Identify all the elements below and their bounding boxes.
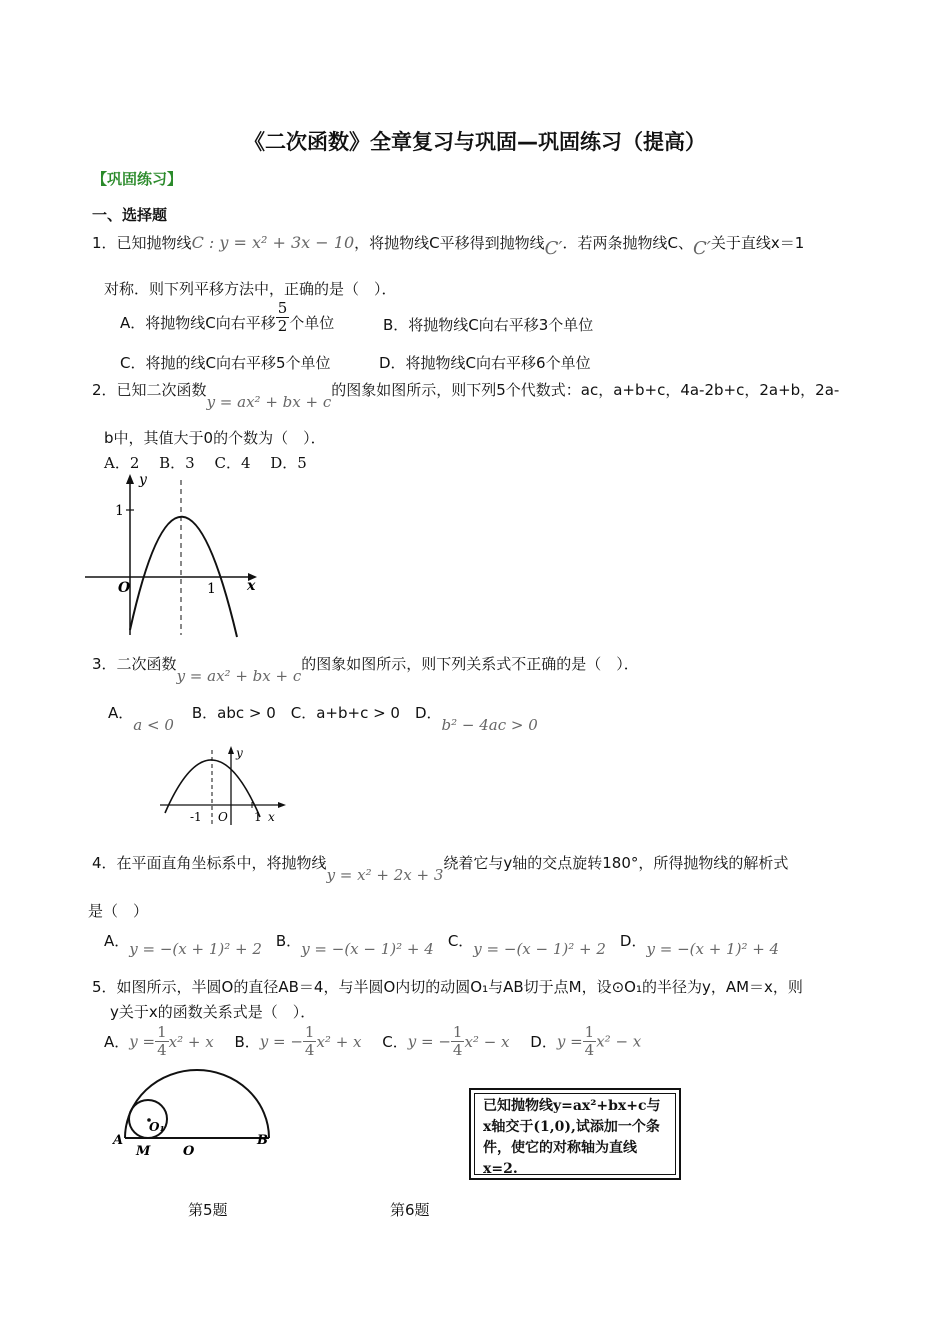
- question-2-line-1: 2．已知二次函数y = ax² + bx + c的图象如图所示，则下列5个代数式：ac，a+b+c，4a-2b+c，2a+b，2a-: [92, 381, 840, 411]
- origin-label: O: [218, 810, 228, 824]
- x-label: x: [247, 578, 256, 594]
- tick-label-x-one: 1: [207, 581, 216, 597]
- question-2-line-2: b中，其值大于0的个数为（ ）．: [104, 429, 326, 447]
- y-axis-arrow: [228, 746, 234, 754]
- question-5-figure: [105, 1068, 285, 1163]
- question-1-option-b: B．将抛物线C向右平移3个单位: [383, 316, 594, 334]
- question-4-line-1: 4．在平面直角坐标系中，将抛物线y = x² + 2x + 3绕着它与y轴的交点旋转180°，所得抛物线的解析式: [92, 854, 789, 884]
- question-3-line-1: 3．二次函数y = ax² + bx + c的图象如图所示，则下列关系式不正确的是（ ）．: [92, 655, 639, 685]
- question-3-options: A．a < 0B．abc > 0 C．a+b+c > 0 D．b² − 4ac > 0: [108, 704, 538, 734]
- label-o1: O₁: [149, 1120, 165, 1134]
- figure-5-caption: 第5题: [188, 1201, 228, 1219]
- question-2-options: A．2 B．3 C．4 D．5: [104, 454, 307, 472]
- question-4-line-2: 是（ ）: [88, 902, 149, 920]
- semicircle: [125, 1070, 269, 1138]
- question-6-text: 已知抛物线y=ax²+bx+c与x轴交于(1,0),试添加一个条件，使它的对称轴为直线x=2.: [474, 1093, 676, 1175]
- y-label: y: [236, 746, 243, 760]
- origin-label: O: [118, 580, 131, 596]
- question-6-box: [469, 1088, 681, 1180]
- tick-label-minus-one: -1: [190, 810, 202, 824]
- question-1-option-d: D．将抛物线C向右平移6个单位: [379, 354, 591, 372]
- page-title: 《二次函数》全章复习与巩固—巩固练习（提高）: [244, 130, 706, 154]
- question-5-line-1: 5．如图所示，半圆O的直径AB＝4，与半圆O内切的动圆O₁与AB切于点M，设⊙O₁的半径为y，AM＝x，则: [92, 978, 803, 996]
- tick-label-one: 1: [254, 810, 262, 824]
- question-2-graph: [85, 470, 265, 640]
- question-5-options: A．y = $\frac{1}{4}$ x² + x B．y = − $\frac{1}{4}$ x² + x C．y = − $\frac{1}{4}$ x² − x D．y = $\frac{1}{4}$ x² − x: [104, 1023, 642, 1059]
- label-m: M: [136, 1144, 151, 1159]
- y-axis-arrow: [126, 474, 134, 484]
- figure-6-caption: 第6题: [390, 1201, 430, 1219]
- label-o: O: [183, 1144, 195, 1159]
- tick-label-y-one: 1: [115, 503, 124, 519]
- y-label: y: [139, 472, 147, 488]
- question-1-line-2: 对称．则下列平移方法中，正确的是（ ）．: [104, 280, 397, 298]
- x-axis-arrow: [278, 802, 286, 808]
- question-1-option-a: A．将抛物线C向右平移 $\frac{5}{2}$ 个单位: [120, 299, 335, 335]
- question-4-options: A．y = −(x + 1)² + 2 B．y = −(x − 1)² + 4 C．y = −(x − 1)² + 2 D．y = −(x + 1)² + 4: [104, 932, 780, 958]
- question-1-line-1: 1．已知抛物线C : y = x² + 3x − 10，将抛物线C平移得到抛物线C′．若两条抛物线C、C′关于直线x＝1: [92, 233, 805, 259]
- practice-tag: 【巩固练习】: [92, 170, 183, 188]
- label-a: A: [113, 1133, 124, 1148]
- question-1-option-c: C．将抛的线C向右平移5个单位: [120, 354, 331, 372]
- x-label: x: [268, 810, 275, 824]
- question-3-graph: [160, 745, 290, 830]
- section-heading: 一、选择题: [92, 206, 168, 224]
- question-5-line-2: y关于x的函数关系式是（ ）．: [110, 1003, 316, 1021]
- label-b: B: [257, 1133, 268, 1148]
